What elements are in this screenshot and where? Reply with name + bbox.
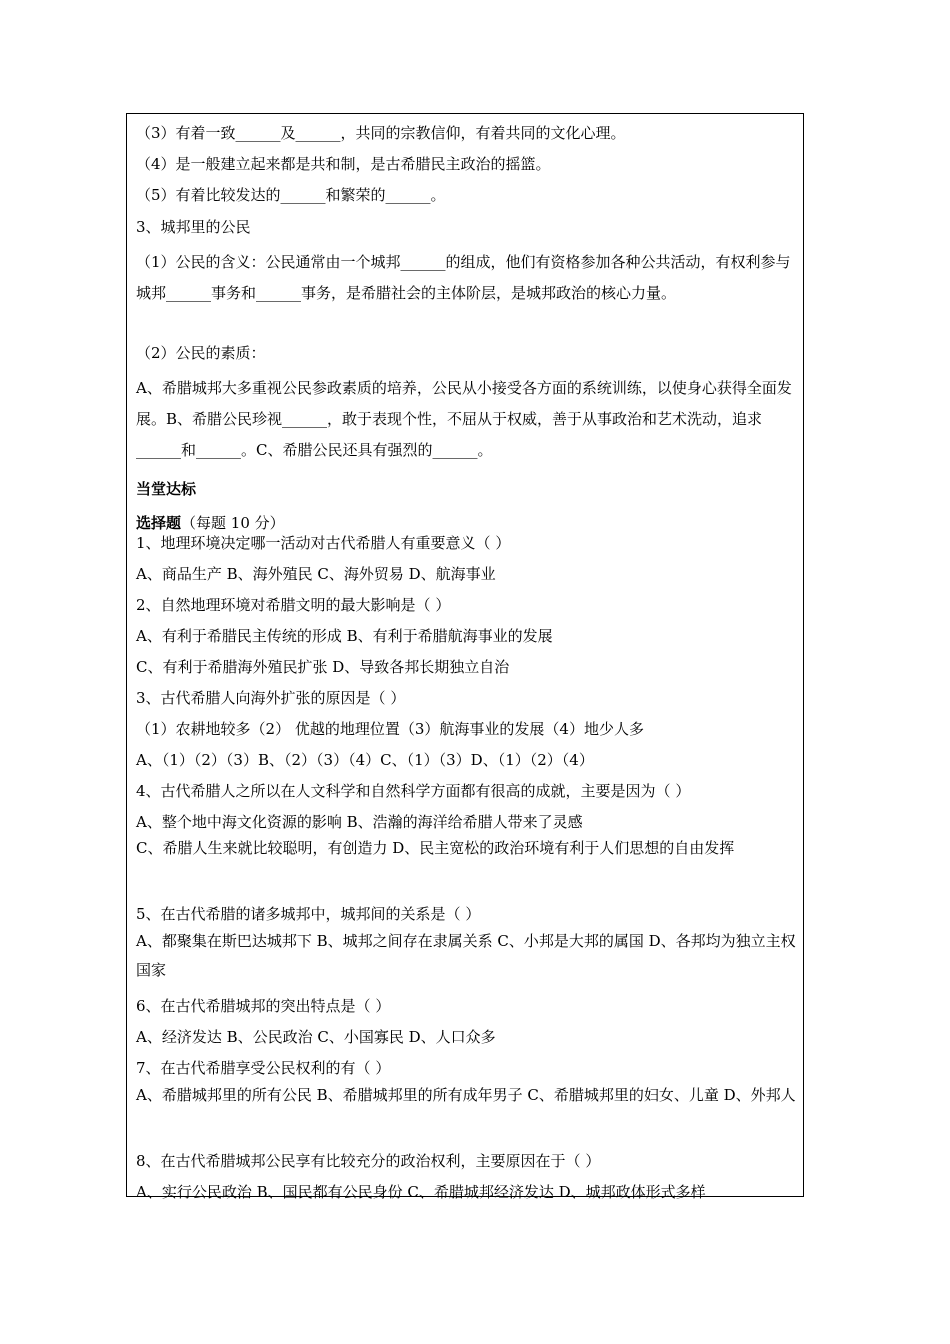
text-line: （3）有着一致______及______，共同的宗教信仰，有着共同的文化心理。 — [136, 124, 626, 142]
subheading-rest: （每题 10 分） — [181, 514, 285, 532]
question: 5、在古代希腊的诸多城邦中，城邦间的关系是（ ） — [136, 905, 481, 923]
section-heading: 当堂达标 — [136, 480, 197, 498]
text-line: （2）公民的素质： — [136, 344, 266, 362]
question: 1、地理环境决定哪一活动对古代希腊人有重要意义（ ） — [136, 534, 511, 552]
option-line: A、都聚集在斯巴达城邦下 B、城邦之间存在隶属关系 C、小邦是大邦的属国 D、各邦均为独立主权国家 — [136, 932, 796, 979]
question: 7、在古代希腊享受公民权利的有（ ） — [136, 1059, 391, 1077]
question: 8、在古代希腊城邦公民享有比较充分的政治权利，主要原因在于（ ） — [136, 1152, 601, 1170]
option-line: A、有利于希腊民主传统的形成 B、有利于希腊航海事业的发展 — [136, 627, 553, 645]
question: 3、古代希腊人向海外扩张的原因是（ ） — [136, 689, 406, 707]
question: 6、在古代希腊城邦的突出特点是（ ） — [136, 997, 391, 1015]
option-line: A、实行公民政治 B、国民都有公民身份 C、希腊城邦经济发达 D、城邦政体形式多样 — [136, 1183, 706, 1201]
text-line: 3、城邦里的公民 — [136, 218, 251, 236]
citizen-definition: （1）公民的含义：公民通常由一个城邦______的组成，他们有资格参加各种公共活动，有权利参与城邦______事务和______事务，是希腊社会的主体阶层，是城邦政治的核心力量。 — [136, 253, 791, 302]
option-line: A、整个地中海文化资源的影响 B、浩瀚的海洋给希腊人带来了灵感 — [136, 813, 583, 831]
option-line: C、希腊人生来就比较聪明，有创造力 D、民主宽松的政治环境有利于人们思想的自由发挥 — [136, 839, 735, 857]
option-line: A、经济发达 B、公民政治 C、小国寡民 D、人口众多 — [136, 1028, 496, 1046]
section-subheading — [136, 512, 285, 533]
question: 2、自然地理环境对希腊文明的最大影响是（ ） — [136, 596, 451, 614]
citizen-quality: A、希腊城邦大多重视公民参政素质的培养，公民从小接受各方面的系统训练，以使身心获得全面发展。B、希腊公民珍视______，敢于表现个性，不屈从于权威，善于从事政治和艺术洗动，追求______和______。C、希腊公民还具有强烈的______。 — [136, 379, 792, 459]
subheading-bold: 选择题 — [136, 514, 182, 532]
text-line: （4）是一般建立起来都是共和制，是古希腊民主政治的摇篮。 — [136, 155, 551, 173]
text-line: （5）有着比较发达的______和繁荣的______。 — [136, 186, 446, 204]
question: 4、古代希腊人之所以在人文科学和自然科学方面都有很高的成就，主要是因为（ ） — [136, 782, 691, 800]
option-line: C、有利于希腊海外殖民扩张 D、导致各邦长期独立自治 — [136, 658, 510, 676]
option-line: （1）农耕地较多（2） 优越的地理位置（3）航海事业的发展（4）地少人多 — [136, 720, 644, 738]
option-line: A、（1）（2）（3）B、（2）（3）（4）C、（1）（3）D、（1）（2）（4） — [136, 751, 594, 769]
option-line: A、商品生产 B、海外殖民 C、海外贸易 D、航海事业 — [136, 565, 496, 583]
document-frame — [126, 113, 804, 1201]
option-line: A、希腊城邦里的所有公民 B、希腊城邦里的所有成年男子 C、希腊城邦里的妇女、儿童 D、外邦人 — [136, 1086, 796, 1104]
